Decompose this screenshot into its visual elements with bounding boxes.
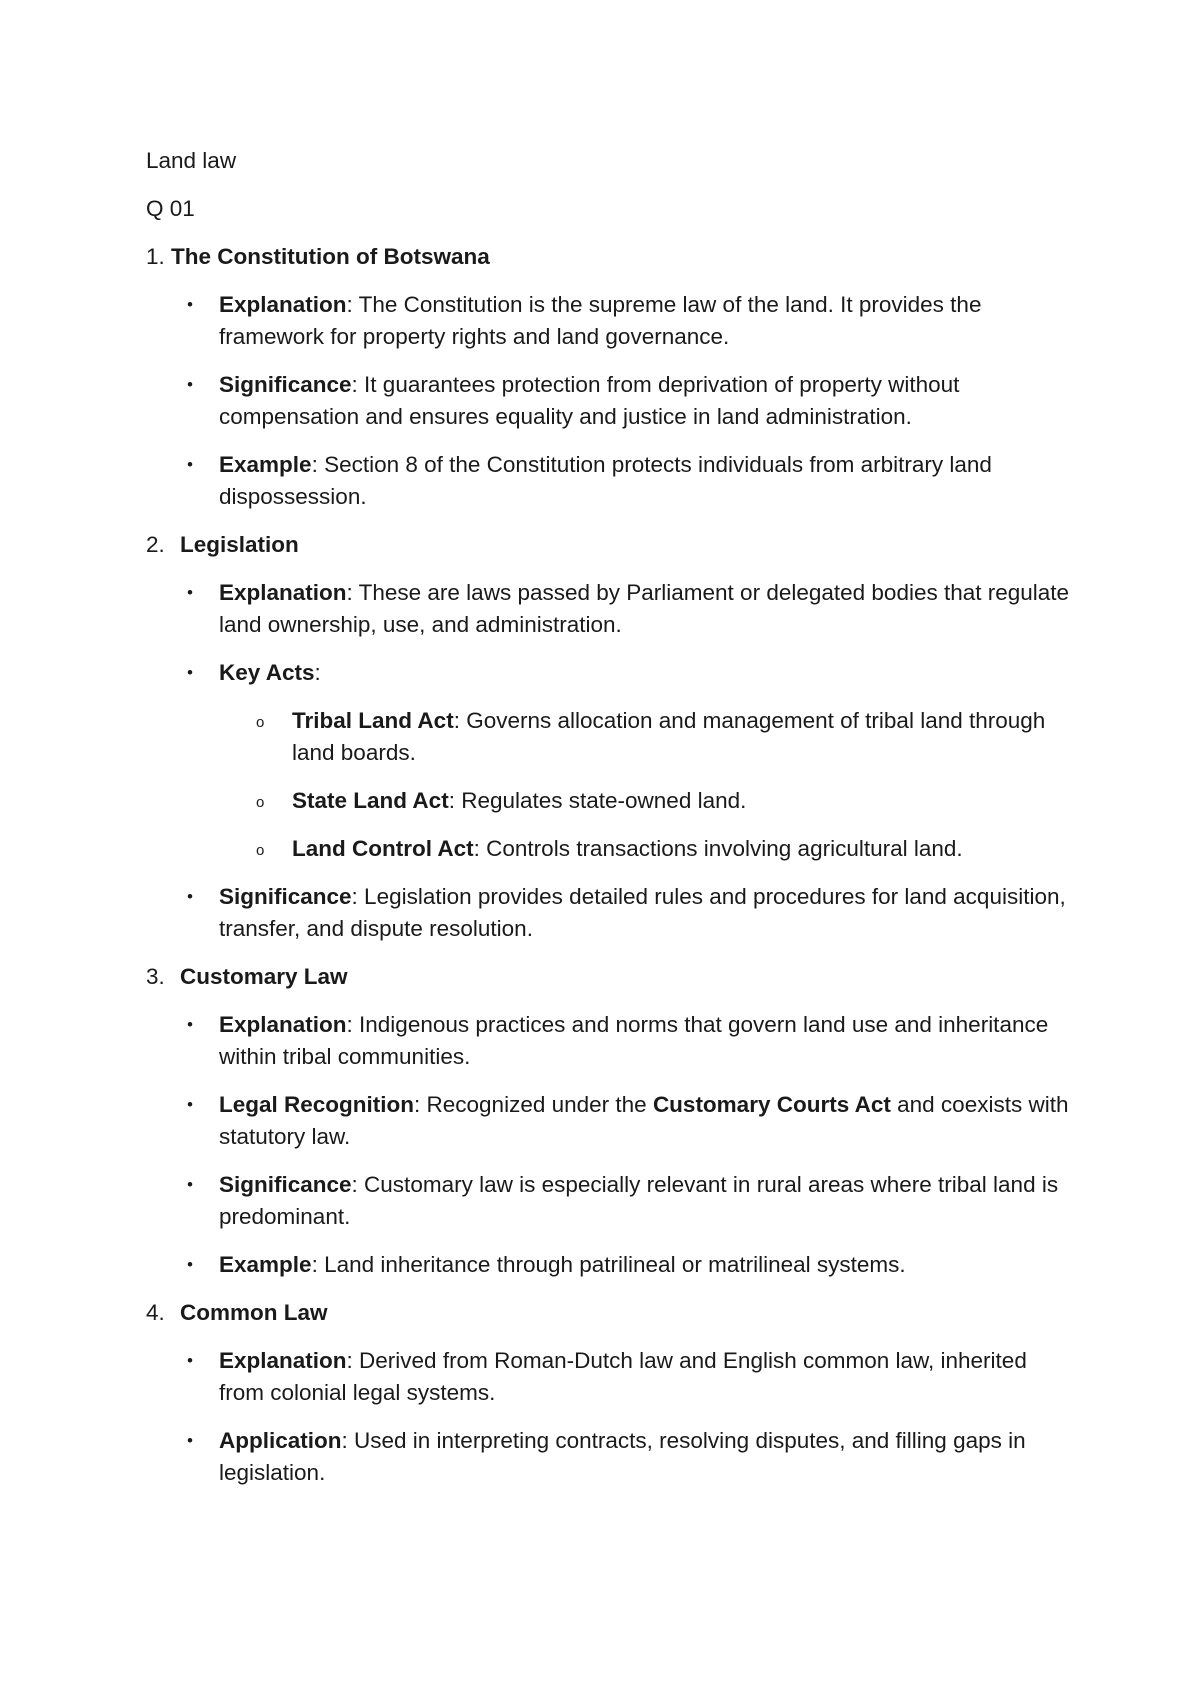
sub-list-item: [146, 833, 1076, 865]
item-text: : These are laws passed by Parliament or delegated bodies that regulate land ownership, use, and administration.: [219, 580, 1070, 637]
item-text: : Used in interpreting contracts, resolving disputes, and filling gaps in legislation.: [219, 1428, 1026, 1485]
document-body: [146, 145, 1076, 1505]
bullet-list: [146, 289, 1076, 513]
item-label: Explanation: [219, 1012, 347, 1037]
bullet-icon: •: [187, 663, 193, 682]
list-item: [146, 1249, 1076, 1281]
bullet-icon: •: [187, 455, 193, 474]
list-item: [146, 289, 1076, 353]
act-label: Land Control Act: [292, 836, 474, 861]
section-heading: [146, 1297, 1076, 1329]
list-item: [146, 1089, 1076, 1153]
bullet-icon: •: [187, 375, 193, 394]
item-text: :: [314, 660, 321, 685]
item-label: Significance: [219, 372, 352, 397]
item-label: Explanation: [219, 1348, 347, 1373]
section-number: 4.: [146, 1300, 165, 1325]
section-number: 2.: [146, 532, 165, 557]
bullet-list: [146, 1009, 1076, 1281]
act-label: State Land Act: [292, 788, 449, 813]
list-item: [146, 1345, 1076, 1409]
list-item: [146, 1169, 1076, 1233]
item-text: : Customary law is especially relevant in rural areas where tribal land is predominant.: [219, 1172, 1059, 1229]
sub-bullet-icon: o: [256, 794, 265, 811]
list-item: [146, 1425, 1076, 1489]
section-heading: [146, 241, 1076, 273]
bullet-list: [146, 881, 1076, 945]
section-title: Customary Law: [180, 964, 348, 989]
sub-list-item: [146, 705, 1076, 769]
act-text: : Controls transactions involving agricultural land.: [473, 836, 963, 861]
bullet-icon: •: [187, 1175, 193, 1194]
item-text: : Indigenous practices and norms that govern land use and inheritance within tribal communities.: [219, 1012, 1049, 1069]
item-text: : Legislation provides detailed rules and procedures for land acquisition, transfer, and dispute resolution.: [219, 884, 1066, 941]
item-text: : The Constitution is the supreme law of the land. It provides the framework for property rights and land governance.: [219, 292, 982, 349]
list-item: [146, 881, 1076, 945]
bullet-icon: •: [187, 1095, 193, 1114]
list-item: [146, 1009, 1076, 1073]
item-label: Example: [219, 452, 312, 477]
list-item: [146, 577, 1076, 641]
section-title: Legislation: [180, 532, 299, 557]
list-item: [146, 657, 1076, 689]
question-number: Q 01: [146, 196, 195, 221]
item-text: : Derived from Roman-Dutch law and English common law, inherited from colonial legal systems.: [219, 1348, 1027, 1405]
item-text: : Land inheritance through patrilineal or matrilineal systems.: [311, 1252, 906, 1277]
bullet-icon: •: [187, 1431, 193, 1450]
bullet-icon: •: [187, 887, 193, 906]
section-title: The Constitution of Botswana: [171, 244, 490, 269]
sub-bullet-icon: o: [256, 842, 265, 859]
item-label: Significance: [219, 884, 352, 909]
item-bold-reference: Customary Courts Act: [652, 1092, 891, 1117]
document-title: Land law: [146, 148, 237, 173]
sub-list-item: [146, 785, 1076, 817]
section-heading: [146, 961, 1076, 993]
sub-bullet-list: [146, 705, 1076, 865]
item-label: Explanation: [219, 580, 347, 605]
bullet-icon: •: [187, 583, 193, 602]
bullet-icon: •: [187, 1015, 193, 1034]
bullet-icon: •: [187, 1351, 193, 1370]
item-label: Legal Recognition: [219, 1092, 415, 1117]
item-label: Explanation: [219, 292, 347, 317]
item-text: : Recognized under the: [414, 1092, 653, 1117]
act-text: : Governs allocation and management of tribal land through land boards.: [292, 708, 1046, 765]
list-item: [146, 449, 1076, 513]
section-number: 3.: [146, 964, 165, 989]
act-text: : Regulates state-owned land.: [448, 788, 747, 813]
section-number: 1.: [146, 244, 165, 269]
sub-bullet-icon: o: [256, 714, 265, 731]
item-label: Significance: [219, 1172, 352, 1197]
item-label: Key Acts: [219, 660, 315, 685]
item-label: Application: [219, 1428, 342, 1453]
item-label: Example: [219, 1252, 312, 1277]
section-title: Common Law: [180, 1300, 328, 1325]
bullet-icon: •: [187, 1255, 193, 1274]
act-label: Tribal Land Act: [292, 708, 454, 733]
bullet-icon: •: [187, 295, 193, 314]
item-text-continued: and coexists with statutory law.: [219, 1092, 1069, 1149]
section-heading: [146, 529, 1076, 561]
bullet-list: [146, 577, 1076, 689]
bullet-list: [146, 1345, 1076, 1489]
list-item: [146, 369, 1076, 433]
item-text: : Section 8 of the Constitution protects individuals from arbitrary land dispossession.: [219, 452, 992, 509]
item-text: : It guarantees protection from deprivation of property without compensation and ensures equality and justice in land administration.: [219, 372, 960, 429]
